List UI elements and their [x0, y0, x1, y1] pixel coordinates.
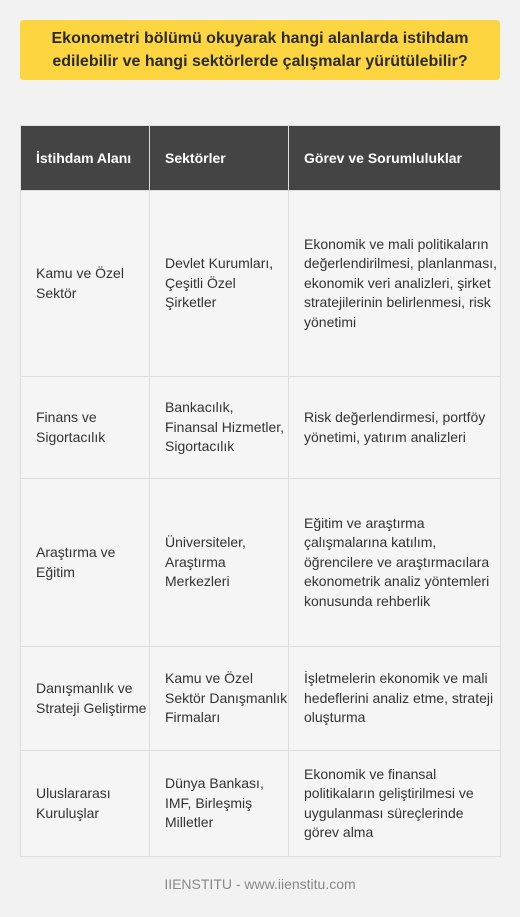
table-header-row	[21, 126, 501, 191]
header-area: İstihdam Alanı	[21, 126, 150, 191]
footer-credit: IIENSTITU - www.iienstitu.com	[164, 876, 356, 892]
cell-duties: Risk değerlendirmesi, portföy yönetimi, yatırım analizleri	[289, 377, 501, 479]
table-row	[21, 377, 501, 479]
header-sectors: Sektörler	[150, 126, 289, 191]
table-row	[21, 191, 501, 377]
cell-area: Danışmanlık ve Strateji Geliştirme	[21, 647, 150, 751]
table-row	[21, 647, 501, 751]
title-banner	[20, 20, 500, 80]
page-title: Ekonometri bölümü okuyarak hangi alanlarda istihdam edilebilir ve hangi sektörlerde çalışmalar yürütülebilir?	[51, 30, 469, 70]
table-row	[21, 479, 501, 647]
cell-sectors: Kamu ve Özel Sektör Danışmanlık Firmaları	[150, 647, 289, 751]
cell-duties: Eğitim ve araştırma çalışmalarına katılım, öğrencilere ve araştırmacılara ekonometrik analiz yöntemleri konusunda rehberlik	[289, 479, 501, 647]
cell-sectors: Devlet Kurumları, Çeşitli Özel Şirketler	[150, 191, 289, 377]
cell-sectors: Dünya Bankası, IMF, Birleşmiş Milletler	[150, 751, 289, 857]
header-duties: Görev ve Sorumluluklar	[289, 126, 501, 191]
cell-duties: Ekonomik ve finansal politikaların geliştirilmesi ve uygulanması süreçlerinde görev alma	[289, 751, 501, 857]
cell-area: Kamu ve Özel Sektör	[21, 191, 150, 377]
cell-duties: İşletmelerin ekonomik ve mali hedeflerini analiz etme, strateji oluşturma	[289, 647, 501, 751]
cell-area: Uluslararası Kuruluşlar	[21, 751, 150, 857]
cell-sectors: Üniversiteler, Araştırma Merkezleri	[150, 479, 289, 647]
employment-table	[20, 125, 501, 857]
cell-area: Araştırma ve Eğitim	[21, 479, 150, 647]
cell-duties: Ekonomik ve mali politikaların değerlendirilmesi, planlanması, ekonomik veri analizleri, şirket stratejilerinin belirlenmesi, risk yönetimi	[289, 191, 501, 377]
cell-area: Finans ve Sigortacılık	[21, 377, 150, 479]
cell-sectors: Bankacılık, Finansal Hizmetler, Sigortacılık	[150, 377, 289, 479]
table-row	[21, 751, 501, 857]
